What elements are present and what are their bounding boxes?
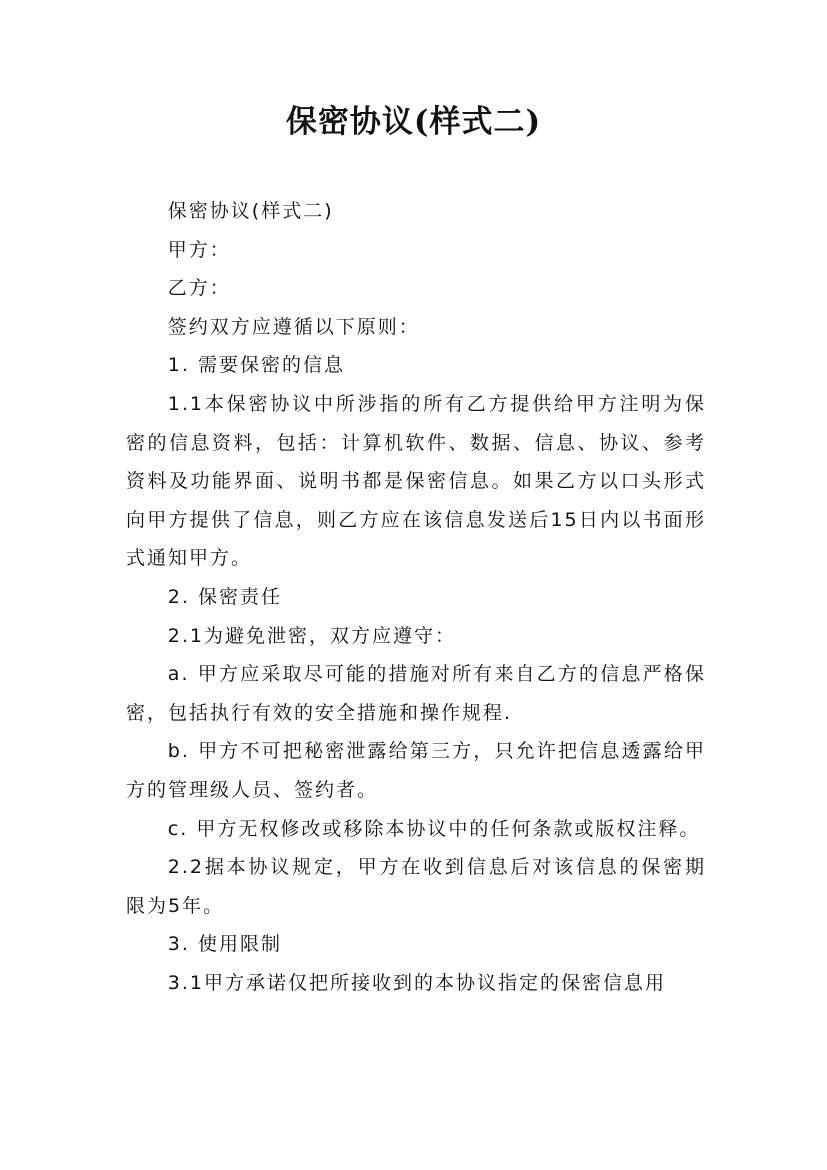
paragraph-party-b: 乙方： xyxy=(167,277,231,300)
clause-2-2: 2.2据本协议规定，甲方在收到信息后对该信息的保密期限为5年。 xyxy=(126,856,706,917)
paragraph-principles: 签约双方应遵循以下原则： xyxy=(167,315,420,338)
section-3-heading: 3. 使用限制 xyxy=(167,933,282,956)
document-body xyxy=(126,192,706,1002)
section-1-heading: 1. 需要保密的信息 xyxy=(167,354,345,377)
paragraph-party-a: 甲方： xyxy=(167,238,231,261)
clause-2-1-a: a. 甲方应采取尽可能的措施对所有来自乙方的信息严格保密，包括执行有效的安全措施和操作规程. xyxy=(126,663,706,724)
clause-1-1: 1.1本保密协议中所涉指的所有乙方提供给甲方注明为保密的信息资料，包括：计算机软件、数据、信息、协议、参考资料及功能界面、说明书都是保密信息。如果乙方以口头形式向甲方提供了信息，则乙方应在该信息发送后15日内以书面形式通知甲方。 xyxy=(126,392,706,570)
clause-2-1-c: c. 甲方无权修改或移除本协议中的任何条款或版权注释。 xyxy=(167,817,701,840)
clause-3-1: 3.1甲方承诺仅把所接收到的本协议指定的保密信息用 xyxy=(167,971,667,994)
section-2-heading: 2. 保密责任 xyxy=(167,585,282,608)
clause-2-1: 2.1为避免泄密，双方应遵守： xyxy=(167,624,457,647)
paragraph-heading: 保密协议(样式二) xyxy=(167,200,334,222)
document-title: 保密协议(样式二) xyxy=(285,104,542,140)
clause-2-1-b: b. 甲方不可把秘密泄露给第三方，只允许把信息透露给甲方的管理级人员、签约者。 xyxy=(126,740,706,801)
